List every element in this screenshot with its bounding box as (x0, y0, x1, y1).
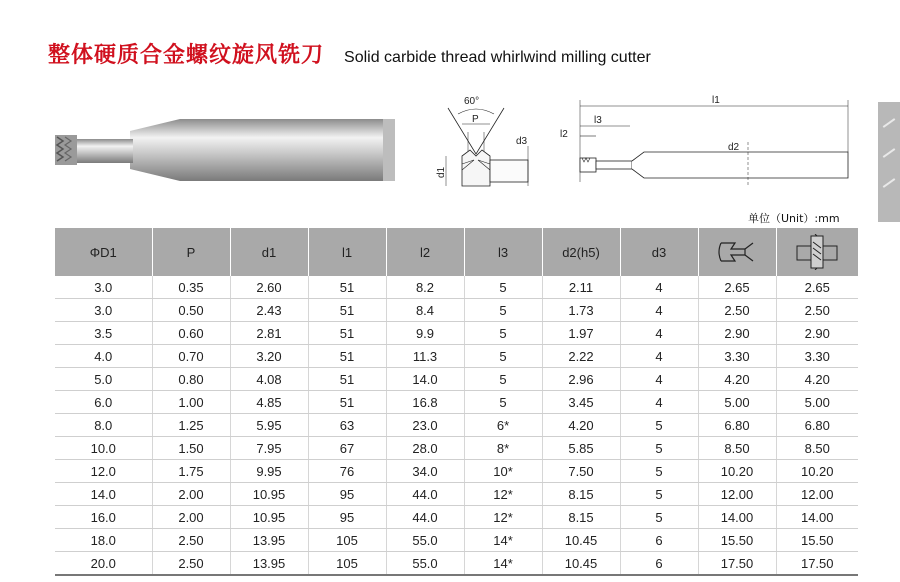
cell-d1: 14.0 (55, 483, 152, 506)
cell-d1: 10.0 (55, 437, 152, 460)
cell-l3: 6* (464, 414, 542, 437)
cell-internal-thread: 8.50 (698, 437, 776, 460)
cell-holder: 4.20 (776, 368, 858, 391)
cell-p: 2.00 (152, 483, 230, 506)
cell-d1: 5.0 (55, 368, 152, 391)
page-title-chinese: 整体硬质合金螺纹旋风铣刀 (48, 43, 325, 68)
table-header-row (55, 228, 858, 276)
cell-holder: 12.00 (776, 483, 858, 506)
angle-label: 60° (464, 96, 480, 107)
cell-p: 2.00 (152, 506, 230, 529)
cell-l1: 51 (308, 345, 386, 368)
cell-l3: 5 (464, 276, 542, 299)
cell-d1: 4.0 (55, 345, 152, 368)
page-title-english: Solid carbide thread whirlwind milling cutter (344, 49, 651, 66)
cell-l2: 55.0 (386, 529, 464, 552)
cell-p: 0.35 (152, 276, 230, 299)
d3-label: d3 (516, 136, 528, 147)
cell-d2: 3.45 (542, 391, 620, 414)
cell-l3: 5 (464, 299, 542, 322)
cell-d1: 18.0 (55, 529, 152, 552)
cell-d1-small: 3.20 (230, 345, 308, 368)
cell-l1: 67 (308, 437, 386, 460)
spec-table-body (55, 276, 858, 575)
cell-p: 2.50 (152, 529, 230, 552)
cell-l2: 8.2 (386, 276, 464, 299)
cell-d1: 20.0 (55, 552, 152, 576)
cell-holder: 3.30 (776, 345, 858, 368)
table-row (55, 322, 858, 345)
title-row (48, 38, 651, 68)
cell-p: 0.60 (152, 322, 230, 345)
cell-d1-small: 13.95 (230, 529, 308, 552)
cell-p: 0.70 (152, 345, 230, 368)
table-row (55, 299, 858, 322)
cell-d1-small: 2.60 (230, 276, 308, 299)
cell-d2: 2.96 (542, 368, 620, 391)
cell-l3: 10* (464, 460, 542, 483)
cell-d2: 8.15 (542, 506, 620, 529)
table-row (55, 506, 858, 529)
table-row (55, 368, 858, 391)
cell-l1: 51 (308, 391, 386, 414)
holder-icon (793, 234, 841, 270)
cell-d1-small: 10.95 (230, 483, 308, 506)
d2-label: d2 (728, 142, 740, 153)
cell-l1: 51 (308, 368, 386, 391)
cell-l2: 8.4 (386, 299, 464, 322)
cell-l1: 51 (308, 299, 386, 322)
cell-internal-thread: 12.00 (698, 483, 776, 506)
cell-l3: 5 (464, 322, 542, 345)
cell-d3: 5 (620, 437, 698, 460)
cell-l1: 51 (308, 276, 386, 299)
cell-d2: 1.73 (542, 299, 620, 322)
side-tab-decoration (878, 102, 900, 222)
col-header-holder (776, 228, 858, 276)
l3-label: l3 (594, 115, 602, 126)
cell-d2: 2.11 (542, 276, 620, 299)
table-row (55, 552, 858, 576)
cell-d3: 4 (620, 299, 698, 322)
cell-d3: 4 (620, 345, 698, 368)
col-header-internal-thread (698, 228, 776, 276)
cell-holder: 10.20 (776, 460, 858, 483)
cell-d1-small: 2.81 (230, 322, 308, 345)
table-row (55, 345, 858, 368)
cell-l2: 23.0 (386, 414, 464, 437)
cell-d1-small: 10.95 (230, 506, 308, 529)
cell-l2: 55.0 (386, 552, 464, 576)
cell-l2: 44.0 (386, 506, 464, 529)
cell-l1: 95 (308, 506, 386, 529)
cell-d3: 4 (620, 322, 698, 345)
cell-d3: 4 (620, 276, 698, 299)
cell-internal-thread: 14.00 (698, 506, 776, 529)
cell-l1: 76 (308, 460, 386, 483)
col-header-d1: ΦD1 (55, 228, 152, 276)
cell-p: 1.00 (152, 391, 230, 414)
cell-d3: 5 (620, 414, 698, 437)
cell-holder: 8.50 (776, 437, 858, 460)
cell-d3: 5 (620, 483, 698, 506)
col-header-l2: l2 (386, 228, 464, 276)
cell-internal-thread: 4.20 (698, 368, 776, 391)
cell-l1: 95 (308, 483, 386, 506)
cutter-head-drawing (428, 94, 548, 209)
cell-d1: 3.5 (55, 322, 152, 345)
cell-holder: 17.50 (776, 552, 858, 576)
l2-label: l2 (560, 129, 568, 140)
cell-d2: 1.97 (542, 322, 620, 345)
cell-d1-small: 4.85 (230, 391, 308, 414)
cell-d2: 2.22 (542, 345, 620, 368)
cell-internal-thread: 3.30 (698, 345, 776, 368)
table-row (55, 483, 858, 506)
cell-d2: 5.85 (542, 437, 620, 460)
table-row (55, 460, 858, 483)
cell-d1: 8.0 (55, 414, 152, 437)
cell-d1-small: 7.95 (230, 437, 308, 460)
cell-l1: 105 (308, 552, 386, 576)
cell-d1-small: 9.95 (230, 460, 308, 483)
cell-holder: 15.50 (776, 529, 858, 552)
cell-l3: 12* (464, 483, 542, 506)
table-row (55, 391, 858, 414)
cell-l3: 14* (464, 529, 542, 552)
cell-d1-small: 2.43 (230, 299, 308, 322)
cell-d3: 4 (620, 368, 698, 391)
cell-d3: 6 (620, 552, 698, 576)
cell-holder: 2.50 (776, 299, 858, 322)
cell-d3: 4 (620, 391, 698, 414)
cell-d3: 6 (620, 529, 698, 552)
d1-label: d1 (436, 166, 447, 178)
table-row (55, 276, 858, 299)
cell-l1: 105 (308, 529, 386, 552)
cell-p: 0.80 (152, 368, 230, 391)
unit-note: 单位（Unit）:mm (748, 212, 840, 225)
cell-l3: 14* (464, 552, 542, 576)
cell-d1-small: 4.08 (230, 368, 308, 391)
cell-internal-thread: 15.50 (698, 529, 776, 552)
cell-d1-small: 5.95 (230, 414, 308, 437)
table-row (55, 529, 858, 552)
cell-l2: 14.0 (386, 368, 464, 391)
cell-holder: 2.90 (776, 322, 858, 345)
col-header-l1: l1 (308, 228, 386, 276)
cutter-dimension-drawing (560, 92, 860, 197)
cell-holder: 14.00 (776, 506, 858, 529)
cell-holder: 6.80 (776, 414, 858, 437)
cell-internal-thread: 2.90 (698, 322, 776, 345)
table-row (55, 437, 858, 460)
cell-internal-thread: 5.00 (698, 391, 776, 414)
cell-l3: 8* (464, 437, 542, 460)
cell-p: 2.50 (152, 552, 230, 576)
col-header-d2: d2(h5) (542, 228, 620, 276)
cell-l2: 44.0 (386, 483, 464, 506)
internal-thread-icon (715, 235, 759, 269)
cell-l2: 16.8 (386, 391, 464, 414)
cell-p: 1.75 (152, 460, 230, 483)
cell-l2: 9.9 (386, 322, 464, 345)
cell-l3: 5 (464, 345, 542, 368)
cell-d3: 5 (620, 460, 698, 483)
col-header-l3: l3 (464, 228, 542, 276)
col-header-d3: d3 (620, 228, 698, 276)
cell-internal-thread: 2.50 (698, 299, 776, 322)
cell-l1: 51 (308, 322, 386, 345)
cell-d1: 12.0 (55, 460, 152, 483)
cell-d2: 10.45 (542, 552, 620, 576)
col-header-p: P (152, 228, 230, 276)
cell-p: 1.25 (152, 414, 230, 437)
cell-d1: 6.0 (55, 391, 152, 414)
cell-d2: 4.20 (542, 414, 620, 437)
col-header-d1-small: d1 (230, 228, 308, 276)
cell-d2: 8.15 (542, 483, 620, 506)
cell-p: 0.50 (152, 299, 230, 322)
cell-d1: 3.0 (55, 276, 152, 299)
cell-internal-thread: 10.20 (698, 460, 776, 483)
cell-l2: 34.0 (386, 460, 464, 483)
cell-holder: 2.65 (776, 276, 858, 299)
cell-l2: 11.3 (386, 345, 464, 368)
cell-d3: 5 (620, 506, 698, 529)
cell-d2: 10.45 (542, 529, 620, 552)
l1-label: l1 (712, 95, 720, 106)
cell-holder: 5.00 (776, 391, 858, 414)
cell-l3: 5 (464, 368, 542, 391)
pitch-label: P (472, 114, 479, 125)
cell-internal-thread: 2.65 (698, 276, 776, 299)
cell-d1: 16.0 (55, 506, 152, 529)
cell-l3: 12* (464, 506, 542, 529)
cutter-photo (55, 115, 400, 185)
spec-table (55, 228, 858, 576)
cell-internal-thread: 17.50 (698, 552, 776, 576)
cell-d1: 3.0 (55, 299, 152, 322)
cell-d2: 7.50 (542, 460, 620, 483)
table-row (55, 414, 858, 437)
cell-p: 1.50 (152, 437, 230, 460)
cell-d1-small: 13.95 (230, 552, 308, 576)
cell-l1: 63 (308, 414, 386, 437)
cell-l3: 5 (464, 391, 542, 414)
cell-internal-thread: 6.80 (698, 414, 776, 437)
cell-l2: 28.0 (386, 437, 464, 460)
